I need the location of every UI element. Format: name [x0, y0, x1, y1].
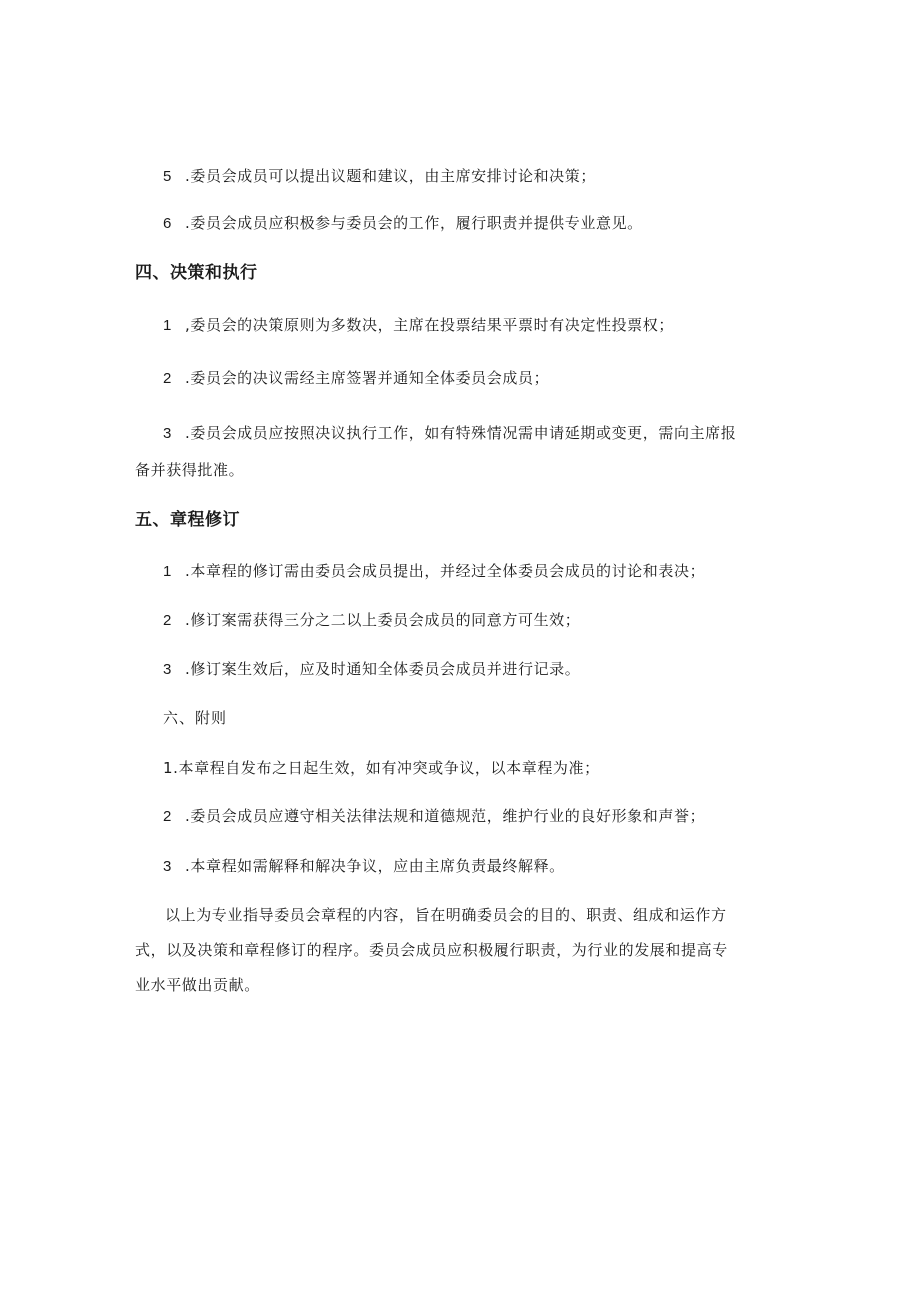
list-item: [163, 659, 580, 680]
list-item-continuation: 备并获得批准。: [135, 461, 245, 479]
item-text: .本章程的修订需由委员会成员提出，并经过全体委员会成员的讨论和表决；: [185, 562, 706, 580]
conclusion-line: 以上为专业指导委员会章程的内容，旨在明确委员会的目的、职责、组成和运作方: [165, 906, 727, 924]
list-item: [163, 423, 736, 444]
list-item: [163, 806, 705, 827]
list-item: [163, 315, 674, 336]
item-number: 2: [163, 612, 172, 629]
item-number: 3: [163, 661, 172, 678]
list-item: [163, 856, 565, 877]
item-text: .委员会成员应积极参与委员会的工作，履行职责并提供专业意见。: [185, 214, 643, 232]
section-heading: 六、附则: [163, 709, 228, 727]
section-heading: 五、章程修订: [135, 510, 240, 530]
list-item: [163, 213, 643, 234]
item-text: .修订案需获得三分之二以上委员会成员的同意方可生效；: [185, 611, 581, 629]
item-text: .委员会成员应按照决议执行工作，如有特殊情况需申请延期或变更，需向主席报: [185, 424, 737, 442]
item-number: 3: [163, 425, 172, 442]
item-text: .委员会成员可以提出议题和建议，由主席安排讨论和决策；: [185, 167, 596, 185]
item-text: .本章程如需解释和解决争议，应由主席负责最终解释。: [185, 857, 565, 875]
list-item: [163, 610, 580, 631]
item-text: .修订案生效后，应及时通知全体委员会成员并进行记录。: [185, 660, 581, 678]
item-number: 2: [163, 370, 172, 387]
item-text: .委员会成员应遵守相关法律法规和道德规范，维护行业的良好形象和声誉；: [185, 807, 706, 825]
item-number: 2: [163, 808, 172, 825]
list-item: [163, 166, 596, 187]
item-number: 5: [163, 168, 172, 185]
list-item: 1.本章程自发布之日起生效，如有冲突或争议，以本章程为准；: [163, 759, 600, 777]
list-item: [163, 561, 705, 582]
conclusion-line: 业水平做出贡献。: [135, 976, 260, 994]
item-text: .委员会的决议需经主席签署并通知全体委员会成员；: [185, 369, 550, 387]
item-number: 3: [163, 858, 172, 875]
list-item: [163, 368, 549, 389]
conclusion-line: 式，以及决策和章程修订的程序。委员会成员应积极履行职责，为行业的发展和提高专: [135, 941, 728, 959]
section-heading: 四、决策和执行: [135, 263, 258, 283]
item-number: 1: [163, 563, 172, 580]
item-number: 6: [163, 215, 172, 232]
item-number: 1: [163, 317, 172, 334]
item-text: ,委员会的决策原则为多数决，主席在投票结果平票时有决定性投票权；: [185, 316, 674, 334]
